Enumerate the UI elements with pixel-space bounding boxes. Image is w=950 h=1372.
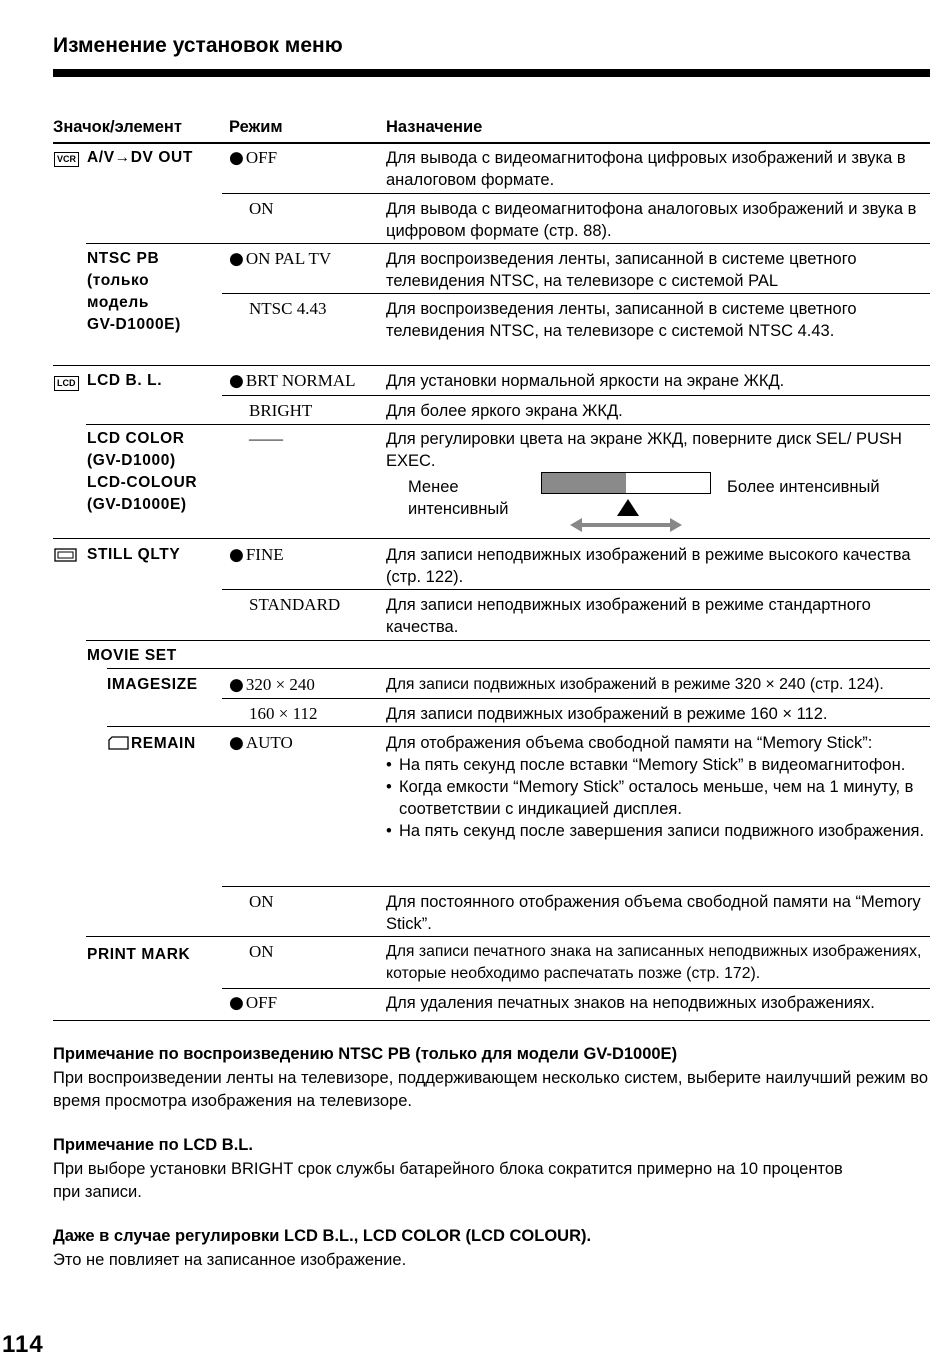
default-marker-icon: ● (229, 545, 244, 565)
memory-stick-remain-icon (108, 735, 130, 751)
desc-brt-normal: Для установки нормальной яркости на экране ЖКД. (386, 372, 785, 390)
row-rule (107, 668, 930, 669)
desc-320: Для записи подвижных изображений в режиме 320 × 240 (стр. 124). (386, 676, 884, 693)
row-rule (222, 193, 930, 194)
default-marker-icon: ● (229, 371, 244, 391)
row-rule (222, 988, 930, 989)
row-rule (86, 243, 930, 244)
memory-stick-icon (54, 547, 78, 563)
list-item: • Когда емкости “Memory Stick” осталось меньше, чем на 1 минуту, в соответствии с индикацией дисплея. (386, 778, 914, 818)
mode-pm-off: ● OFF (229, 993, 278, 1013)
item-av-dv-out: A/V→DV OUT (87, 149, 193, 166)
desc-auto (386, 732, 934, 842)
desc-pm-off: Для удаления печатных знаков на неподвижных изображениях. (386, 994, 875, 1012)
label-less-intense: Менее интенсивный (408, 478, 509, 518)
desc-ntsc-pal: Для воспроизведения ленты, записанной в системе цветного телевидения NTSC, на телевизоре с системой PAL (386, 250, 857, 290)
note-heading: Даже в случае регулировки LCD B.L., LCD COLOR (LCD COLOUR). (53, 1227, 592, 1245)
desc-bright: Для более яркого экрана ЖКД. (386, 402, 623, 420)
item-imagesize: IMAGESIZE (107, 676, 198, 693)
mode-brt-normal: ● BRT NORMAL (229, 371, 356, 391)
desc-standard: Для записи неподвижных изображений в режиме стандартного качества. (386, 596, 871, 636)
color-arrow-icon (568, 497, 684, 533)
item-lcd-bl: LCD B. L. (87, 372, 163, 389)
mode-on: ON (249, 199, 274, 218)
col-header-purpose: Назначение (386, 118, 483, 136)
desc-av-off: Для вывода с видеомагнитофона цифровых изображений и звука в аналоговом формате. (386, 149, 906, 189)
item-remain: REMAIN (131, 735, 196, 752)
list-item: • На пять секунд после завершения записи подвижного изображения. (386, 822, 925, 840)
row-rule (86, 424, 930, 425)
desc-pm-on: Для записи печатного знака на записанных неподвижных изображениях, которые необходимо распечатать позже (стр. 172). (386, 943, 922, 982)
default-marker-icon: ● (229, 993, 244, 1013)
item-lcd-color: LCD COLOR (GV-D1000) LCD-COLOUR (GV-D1000E) (87, 430, 198, 513)
note-text: Это не повлияет на записанное изображение. (53, 1251, 407, 1269)
row-rule (222, 293, 930, 294)
color-level-fill (542, 473, 626, 493)
mode-auto: ● AUTO (229, 733, 293, 753)
row-rule (86, 640, 930, 641)
item-movie-set: MOVIE SET (87, 647, 177, 664)
row-rule (222, 886, 930, 887)
mode-remain-on: ON (249, 892, 274, 911)
desc-av-on: Для вывода с видеомагнитофона аналоговых изображений и звука в цифровом формате (стр. 88). (386, 200, 917, 240)
col-header-icon: Значок/элемент (53, 118, 182, 136)
item-print-mark: PRINT MARK (87, 946, 191, 963)
mode-160: 160 × 112 (249, 704, 318, 723)
mode-standard: STANDARD (249, 595, 341, 614)
mode-dash: —— (249, 429, 283, 448)
desc-remain-on: Для постоянного отображения объема свободной памяти на “Memory Stick”. (386, 893, 921, 933)
list-item: • На пять секунд после вставки “Memory Stick” в видеомагнитофон. (386, 756, 906, 774)
group-rule (53, 538, 930, 539)
row-rule (107, 726, 930, 727)
page-title: Изменение установок меню (53, 34, 343, 57)
header-rule (53, 142, 930, 144)
group-rule (53, 365, 930, 366)
desc-auto-intro: Для отображения объема свободной памяти на “Memory Stick”: (386, 734, 873, 752)
note-heading: Примечание по воспроизведению NTSC PB (только для модели GV-D1000E) (53, 1045, 678, 1063)
row-rule (222, 589, 930, 590)
desc-ntsc-443: Для воспроизведения ленты, записанной в системе цветного телевидения NTSC, на телевизоре с системой NTSC 4.43. (386, 300, 857, 340)
title-rule (53, 69, 930, 77)
item-still-qlty: STILL QLTY (87, 546, 181, 563)
default-marker-icon: ● (229, 733, 244, 753)
mode-pm-on: ON (249, 942, 274, 961)
default-marker-icon: ● (229, 148, 244, 168)
col-header-mode: Режим (229, 118, 283, 136)
mode-ntsc443: NTSC 4.43 (249, 299, 327, 318)
page-number: 114 (2, 1331, 44, 1358)
label-more-intense: Более интенсивный (727, 478, 880, 496)
mode-fine: ● FINE (229, 545, 284, 565)
note-text: При воспроизведении ленты на телевизоре, поддерживающем несколько систем, выберите наилучший режим во время просмотра изображения на телевизоре. (53, 1069, 928, 1110)
desc-160: Для записи подвижных изображений в режиме 160 × 112. (386, 705, 828, 723)
mode-320: ● 320 × 240 (229, 675, 315, 695)
desc-fine: Для записи неподвижных изображений в режиме высокого качества (стр. 122). (386, 546, 911, 586)
vcr-icon: VCR (54, 152, 79, 167)
desc-lcd-color: Для регулировки цвета на экране ЖКД, поверните диск SEL/ PUSH EXEC. (386, 430, 902, 470)
color-level-bar (541, 472, 711, 494)
mode-off: ● OFF (229, 148, 278, 168)
table-bottom-rule (53, 1020, 930, 1021)
row-rule (222, 698, 930, 699)
lcd-icon: LCD (54, 376, 79, 391)
row-rule (222, 395, 930, 396)
mode-on-pal-tv: ● ON PAL TV (229, 249, 332, 269)
note-heading: Примечание по LCD B.L. (53, 1136, 253, 1154)
note-text: При выборе установки BRIGHT срок службы батарейного блока сократится примерно на 10 процентов при записи. (53, 1160, 843, 1201)
default-marker-icon: ● (229, 675, 244, 695)
default-marker-icon: ● (229, 249, 244, 269)
mode-bright: BRIGHT (249, 401, 313, 420)
row-rule (86, 936, 930, 937)
item-ntsc-pb: NTSC PB (только модель GV-D1000E) (87, 250, 181, 333)
